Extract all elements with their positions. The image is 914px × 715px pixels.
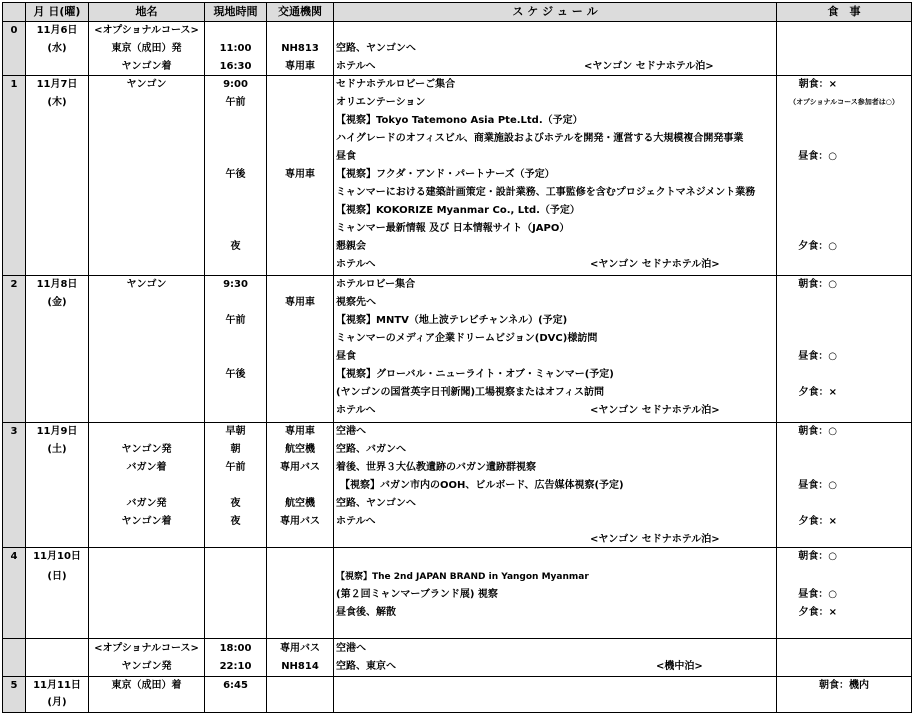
schedule-line: 空路、東京へ <box>336 661 396 672</box>
meal: 朝食：機内 <box>819 680 869 691</box>
header-schedule: ス ケ ジ ュ ー ル <box>512 5 598 18</box>
meal-note: （オプショナルコース参加者は○） <box>789 98 899 106</box>
hotel-note: <ヤンゴン セドナホテル泊> <box>590 405 720 416</box>
header-place: 地名 <box>135 5 158 18</box>
meal: 昼食：○ <box>798 351 837 362</box>
schedule-line: セドナホテルロビーご集合 <box>336 79 456 90</box>
schedule-line: 空路、ヤンゴンへ <box>336 43 416 54</box>
place: ヤンゴン <box>126 279 167 290</box>
meal: 夕食：× <box>798 607 837 618</box>
day-number: 2 <box>10 279 18 290</box>
day-date: 11月7日 <box>36 79 78 90</box>
schedule-line: ミャンマーのメディア企業ドリームビジョン(DVC)様訪問 <box>336 333 598 344</box>
meal: 朝食：○ <box>798 426 837 437</box>
time: 午前 <box>225 462 246 473</box>
transport: 専用車 <box>285 297 315 308</box>
schedule-line: 空路、ヤンゴンへ <box>336 498 416 509</box>
header-no <box>3 3 25 21</box>
schedule-line: ホテルロビー集合 <box>336 279 416 290</box>
transport: 専用バス <box>280 643 320 654</box>
schedule-line: オリエンテーション <box>336 97 426 108</box>
header-transport: 交通機関 <box>278 5 322 18</box>
day-date: 11月9日 <box>36 426 78 437</box>
day-number: 5 <box>10 680 18 691</box>
place: ヤンゴン <box>126 79 167 90</box>
schedule-line: ミャンマーにおける建築計画策定・設計業務、工事監修を含むプロジェクトマネジメント業務 <box>336 187 756 198</box>
schedule-line: 空路、バガンへ <box>336 444 406 455</box>
day-weekday: (木) <box>47 97 67 108</box>
transport: 専用車 <box>285 169 315 180</box>
number-column-band <box>3 21 25 712</box>
place: ヤンゴン発 <box>121 661 172 672</box>
day-weekday: (月) <box>47 697 67 708</box>
day-number: 1 <box>10 79 18 90</box>
time: 11:00 <box>219 43 252 54</box>
schedule-line: ホテルへ <box>336 405 376 416</box>
schedule-line: ミャンマー最新情報 及び 日本情報サイト（JAPO） <box>336 223 570 234</box>
hotel-note: <ヤンゴン セドナホテル泊> <box>584 61 714 72</box>
schedule-line: 空港へ <box>336 426 366 437</box>
meal: 朝食：○ <box>798 279 837 290</box>
time: 早朝 <box>225 426 246 437</box>
time: 朝 <box>230 444 241 455</box>
time: 9:00 <box>223 79 248 90</box>
place: ヤンゴン着 <box>121 516 172 527</box>
place: 東京（成田）着 <box>111 680 182 691</box>
meal: 昼食：○ <box>798 151 837 162</box>
header-meal: 食 事 <box>827 5 861 18</box>
hotel-note: <機中泊> <box>656 661 703 672</box>
transport: 航空機 <box>285 444 315 455</box>
transport: NH813 <box>281 43 319 54</box>
schedule-line: 視察先へ <box>336 297 376 308</box>
time: 夜 <box>230 241 241 252</box>
day-number: 3 <box>10 426 18 437</box>
transport: 専用バス <box>280 462 320 473</box>
meal: 夕食：× <box>798 516 837 527</box>
schedule-line: 【視察】グローバル・ニューライト・オブ・ミャンマー(予定) <box>336 369 614 380</box>
time: 午後 <box>225 169 246 180</box>
time: 午後 <box>225 369 246 380</box>
header-date: 月 日(曜) <box>33 5 81 18</box>
schedule-line: ホテルへ <box>336 516 376 527</box>
transport: 専用バス <box>280 516 320 527</box>
schedule-line: 懇親会 <box>336 241 366 252</box>
day-weekday: (土) <box>47 444 67 455</box>
schedule-line: (第２回ミャンマーブランド展) 視察 <box>336 589 498 600</box>
time: 18:00 <box>219 643 252 654</box>
schedule-line: 空港へ <box>336 643 366 654</box>
schedule-line: ハイグレードのオフィスビル、商業施設およびホテルを開発・運営する大規模複合開発事業 <box>336 133 744 144</box>
day-weekday: (日) <box>47 571 67 582</box>
hotel-note: <ヤンゴン セドナホテル泊> <box>590 259 720 270</box>
meal: 朝食：○ <box>798 551 837 562</box>
meal: 朝食：× <box>798 79 837 90</box>
day-date: 11月6日 <box>36 25 78 36</box>
schedule-line: ホテルへ <box>336 61 376 72</box>
time: 夜 <box>230 516 241 527</box>
transport: NH814 <box>281 661 319 672</box>
schedule-line: 【視察】The 2nd JAPAN BRAND in Yangon Myanmar <box>336 572 589 582</box>
transport: 専用車 <box>285 61 315 72</box>
schedule-line: 【視察】Tokyo Tatemono Asia Pte.Ltd.（予定） <box>336 115 583 126</box>
schedule-line: 【視察】KOKORIZE Myanmar Co., Ltd.（予定） <box>336 205 580 216</box>
schedule-line: 【視察】フクダ・アンド・パートナーズ（予定） <box>336 169 555 180</box>
place: 東京（成田）発 <box>111 43 182 54</box>
schedule-line: 昼食 <box>336 151 356 162</box>
day-number: 4 <box>10 551 18 562</box>
place: バガン着 <box>126 462 167 473</box>
schedule-line: 【視察】バガン市内のOOH、ビルボード、広告媒体視察(予定) <box>340 480 624 491</box>
time: 午前 <box>225 315 246 326</box>
schedule-line: 着後、世界３大仏教遺跡のバガン遺跡群視察 <box>336 462 536 473</box>
transport: 専用車 <box>285 426 315 437</box>
time: 夜 <box>230 498 241 509</box>
time: 16:30 <box>219 61 252 72</box>
transport: 航空機 <box>285 498 315 509</box>
place: ヤンゴン着 <box>121 61 172 72</box>
day-date: 11月11日 <box>33 680 81 691</box>
place: <オプショナルコース> <box>94 25 199 36</box>
time: 午前 <box>225 97 246 108</box>
day-weekday: (水) <box>47 43 67 54</box>
meal: 夕食：× <box>798 387 837 398</box>
schedule-line: ホテルへ <box>336 259 376 270</box>
day-date: 11月10日 <box>33 551 81 562</box>
place: <オプショナルコース> <box>94 643 199 654</box>
meal: 昼食：○ <box>798 480 837 491</box>
time: 22:10 <box>219 661 252 672</box>
place: バガン発 <box>126 498 167 509</box>
day-date: 11月8日 <box>36 279 78 290</box>
schedule-line: 【視察】MNTV（地上波テレビチャンネル）(予定) <box>336 315 568 326</box>
meal: 夕食：○ <box>798 241 837 252</box>
time: 9:30 <box>223 279 248 290</box>
schedule-line: (ヤンゴンの国営英字日刊新聞)工場視察またはオフィス訪問 <box>336 387 604 398</box>
time: 6:45 <box>223 680 248 691</box>
day-number: 0 <box>10 25 18 36</box>
schedule-line: 昼食 <box>336 351 356 362</box>
hotel-note: <ヤンゴン セドナホテル泊> <box>590 534 720 545</box>
schedule-line: 昼食後、解散 <box>336 607 396 618</box>
day-weekday: (金) <box>47 297 67 308</box>
meal: 昼食：○ <box>798 589 837 600</box>
place: ヤンゴン発 <box>121 444 172 455</box>
header-time: 現地時間 <box>213 5 258 18</box>
